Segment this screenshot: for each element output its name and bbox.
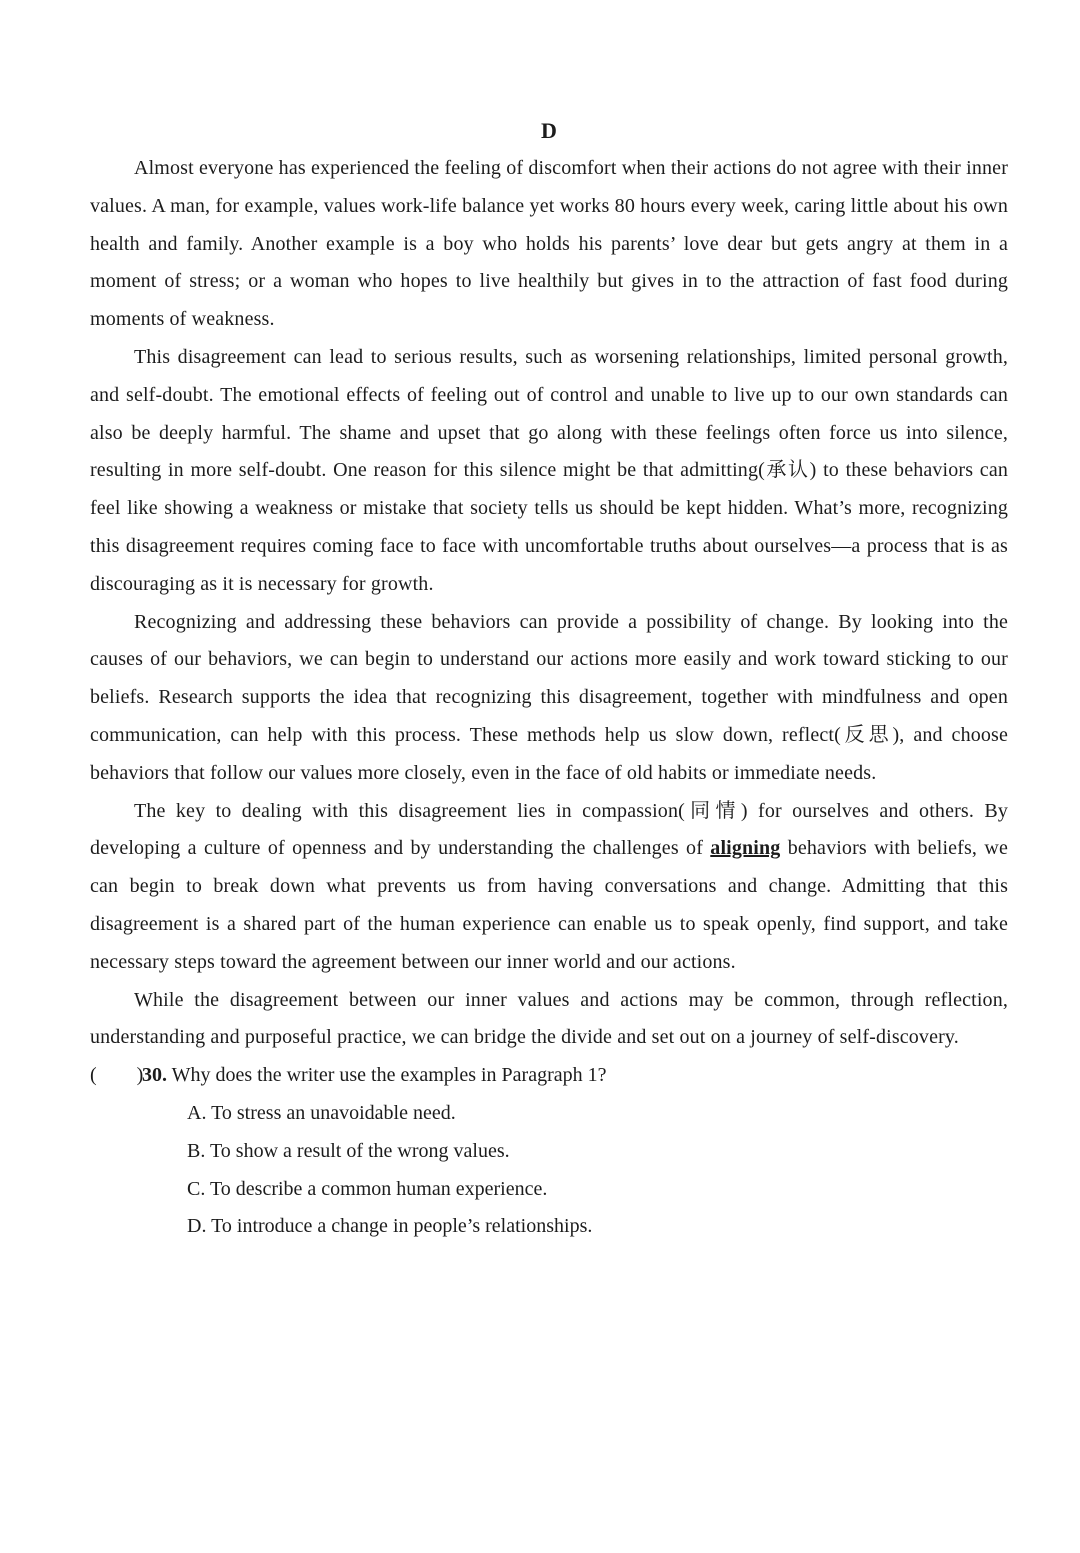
underlined-word-aligning: aligning [710, 837, 781, 860]
question-30 [90, 1057, 1008, 1246]
question-stem: Why does the writer use the examples in Paragraph 1? [167, 1064, 607, 1087]
paragraph-3: Recognizing and addressing these behaviors can provide a possibility of change. By looking into the causes of our behaviors, we can begin to understand our actions more easily and work toward sticking to our beliefs. Research supports the idea that recognizing this disagreement, together with mindfulness and open communication, can help with this process. These methods help us slow down, reflect(反思), and choose behaviors that follow our values more closely, even in the face of old habits or immediate needs. [90, 610, 1008, 784]
answer-bracket[interactable]: ( ) [90, 1064, 144, 1087]
exam-page [90, 112, 1008, 1246]
paragraph-4-text-a: The key to dealing with this disagreement lies in compassion(同情) for ourselves and others. By developing a culture of openness and by understanding the challenges of [90, 799, 1008, 860]
option-b[interactable]: B. To show a result of the wrong values. [187, 1139, 510, 1162]
question-stem-line [90, 1057, 1008, 1095]
paragraph-2: This disagreement can lead to serious results, such as worsening relationships, limited personal growth, and self-doubt. The emotional effects of feeling out of control and unable to live up to our own standards can also be deeply harmful. The shame and upset that go along with these feelings often force us into silence, resulting in more self-doubt. One reason for this silence might be that admitting(承认) to these behaviors can feel like showing a weakness or mistake that society tells us should be kept hidden. What’s more, recognizing this disagreement requires coming face to face with uncomfortable truths about ourselves—a process that is as discouraging as it is necessary for growth. [90, 345, 1008, 595]
section-title: D [541, 118, 557, 143]
paragraph-4 [90, 793, 1008, 982]
answer-options [90, 1095, 1008, 1246]
paragraph-4-text-b: behaviors with beliefs, we can begin to break down what prevents us from having conversations and change. Admitting that this disagreement is a shared part of the human experience can enable us to speak openly, find support, and take necessary steps toward the agreement between our inner world and our actions. [90, 837, 1008, 973]
option-a[interactable]: A. To stress an unavoidable need. [187, 1101, 456, 1124]
question-number: 30. [142, 1064, 167, 1087]
paragraph-1: Almost everyone has experienced the feeling of discomfort when their actions do not agree with their inner values. A man, for example, values work-life balance yet works 80 hours every week, caring little about his own health and family. Another example is a boy who holds his parents’ love dear but gets angry at them in a moment of stress; or a woman who hopes to live healthily but gives in to the attraction of fast food during moments of weakness. [90, 157, 1008, 331]
paragraph-5: While the disagreement between our inner values and actions may be common, through reflection, understanding and purposeful practice, we can bridge the divide and set out on a journey of self-discovery. [90, 988, 1008, 1049]
option-c[interactable]: C. To describe a common human experience. [187, 1177, 548, 1200]
option-d[interactable]: D. To introduce a change in people’s relationships. [187, 1215, 593, 1238]
